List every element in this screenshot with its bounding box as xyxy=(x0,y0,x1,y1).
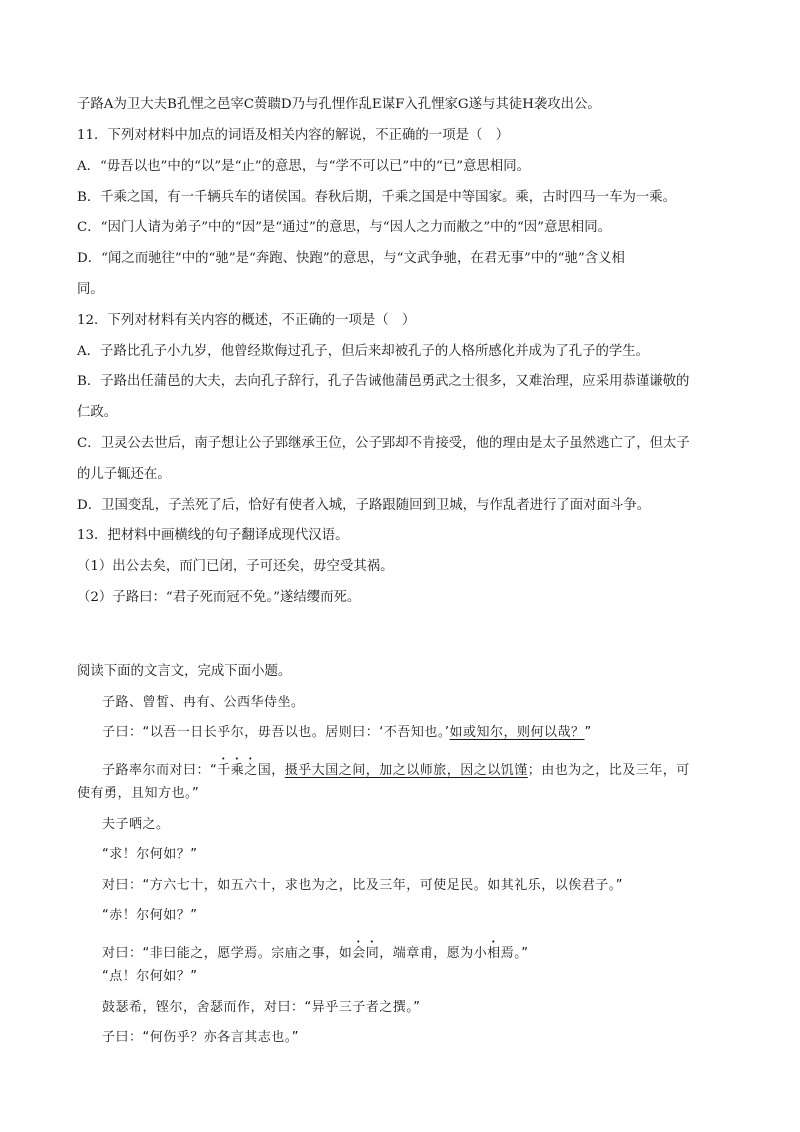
question-11-option-a: A．“毋吾以也”中的“以”是“止”的意思，与“学不可以已”中的“已”意思相同。 xyxy=(77,159,531,174)
reading-paragraph-4: 夫子哂之。 xyxy=(102,817,170,832)
reading-paragraph-8-mid: ，端章甫，愿为小 xyxy=(379,946,488,961)
question-12-option-c: C．卫灵公去世后，南子想让公子郢继承王位，公子郢却不肯接受，他的理由是太子虽然逃亡了，但太子 xyxy=(77,436,690,451)
reading-paragraph-2 xyxy=(102,724,592,742)
reading-paragraph-7: “赤！尔何如？” xyxy=(102,908,198,923)
question-11-option-d-continued: 同。 xyxy=(77,282,104,297)
dotted-term-xiang: 相 xyxy=(487,946,501,961)
question-12-option-b-continued: 仁政。 xyxy=(77,405,118,420)
question-11-option-d: D．“闻之而驰往”中的“驰”是“奔跑、快跑”的意思，与“文武争驰，在君无事”中的“驰”含义相 xyxy=(77,251,625,266)
underlined-sentence-2: 摄乎大国之间，加之以师旅，因之以饥馑 xyxy=(284,763,528,778)
reading-paragraph-10: 鼓瑟希，铿尔，舍瑟而作，对曰：“异乎三子者之撰。” xyxy=(102,1000,421,1015)
underlined-sentence-1: 如或知尔，则何以哉？ xyxy=(449,725,585,740)
question-13-sentence-1: （1）出公去矣，而门已闭，子可还矣，毋空受其祸。 xyxy=(77,559,394,574)
dotted-term-qiancheng: 千乘之 xyxy=(217,763,258,778)
reading-paragraph-3-lead: 子路率尔而对曰：“ xyxy=(102,763,218,778)
reading-paragraph-9: “点！尔何如？” xyxy=(102,969,198,984)
reading-paragraph-8 xyxy=(102,938,529,963)
question-12-stem: 12．下列对材料有关内容的概述，不正确的一项是（ ） xyxy=(77,313,416,328)
reading-instruction: 阅读下面的文言文，完成下面小题。 xyxy=(77,664,292,679)
question-12-option-c-continued: 的儿子辄还在。 xyxy=(77,467,171,482)
question-12-option-b: B．子路出任蒲邑的大夫，去向孔子辞行，孔子告诫他蒲邑勇武之士很多，又难治理，应采用恭谨谦敬的 xyxy=(77,374,690,389)
reading-paragraph-3-guo: 国， xyxy=(257,763,285,778)
reading-paragraph-6: 对曰：“方六七十，如五六十，求也为之，比及三年，可使足民。如其礼乐，以俟君子。” xyxy=(102,878,623,893)
reading-paragraph-2-text: 子曰：“以吾一日长乎尔，毋吾以也。居则曰：‘不吾知也。’ xyxy=(102,725,450,740)
question-12-option-d: D．卫国变乱，子羔死了后，恰好有使者入城，子路跟随回到卫城，与作乱者进行了面对面斗争。 xyxy=(77,498,651,513)
reading-paragraph-3-rest: ；由也为之，比及三年，可 xyxy=(527,763,690,778)
question-11-stem: 11．下列对材料中加点的词语及相关内容的解说，不正确的一项是（ ） xyxy=(77,128,510,143)
closing-quote: ” xyxy=(584,725,592,740)
reading-paragraph-11: 子曰：“何伤乎？亦各言其志也。” xyxy=(102,1030,299,1045)
question-11-option-c: C．“因门人请为弟子”中的“因”是“通过”的意思，与“因人之力而敝之”中的“因”意思相同。 xyxy=(77,220,611,235)
reading-paragraph-1: 子路、曾皙、冉有、公西华侍坐。 xyxy=(102,695,305,710)
question-13-stem: 13．把材料中画横线的句子翻译成现代汉语。 xyxy=(77,528,349,543)
reading-paragraph-5: “求！尔何如？” xyxy=(102,847,198,862)
reading-paragraph-8-end: 焉。” xyxy=(500,946,529,961)
question-11-option-b: B．千乘之国，有一千辆兵车的诸侯国。春秋后期，千乘之国是中等国家。乘，古时四马一车为一乘。 xyxy=(77,190,677,205)
reading-paragraph-8-lead: 对曰：“非曰能之，愿学焉。宗庙之事，如 xyxy=(102,946,353,961)
question-12-option-a: A．子路比孔子小九岁，他曾经欺侮过孔子，但后来却被孔子的人格所感化并成为了孔子的学生。 xyxy=(77,344,650,359)
reading-paragraph-3 xyxy=(102,755,690,780)
reading-paragraph-3-continued: 使有勇，且知方也。” xyxy=(77,786,200,801)
passage-tail-line: 子路A为卫大夫B孔悝之邑宰C蒉聩D乃与孔悝作乱E谋F入孔悝家G遂与其徒H袭攻出公。 xyxy=(77,97,601,112)
question-13-sentence-2: （2）子路曰：“君子死而冠不免。”遂结缨而死。 xyxy=(77,590,361,605)
dotted-term-huitong: 会同 xyxy=(352,946,380,961)
